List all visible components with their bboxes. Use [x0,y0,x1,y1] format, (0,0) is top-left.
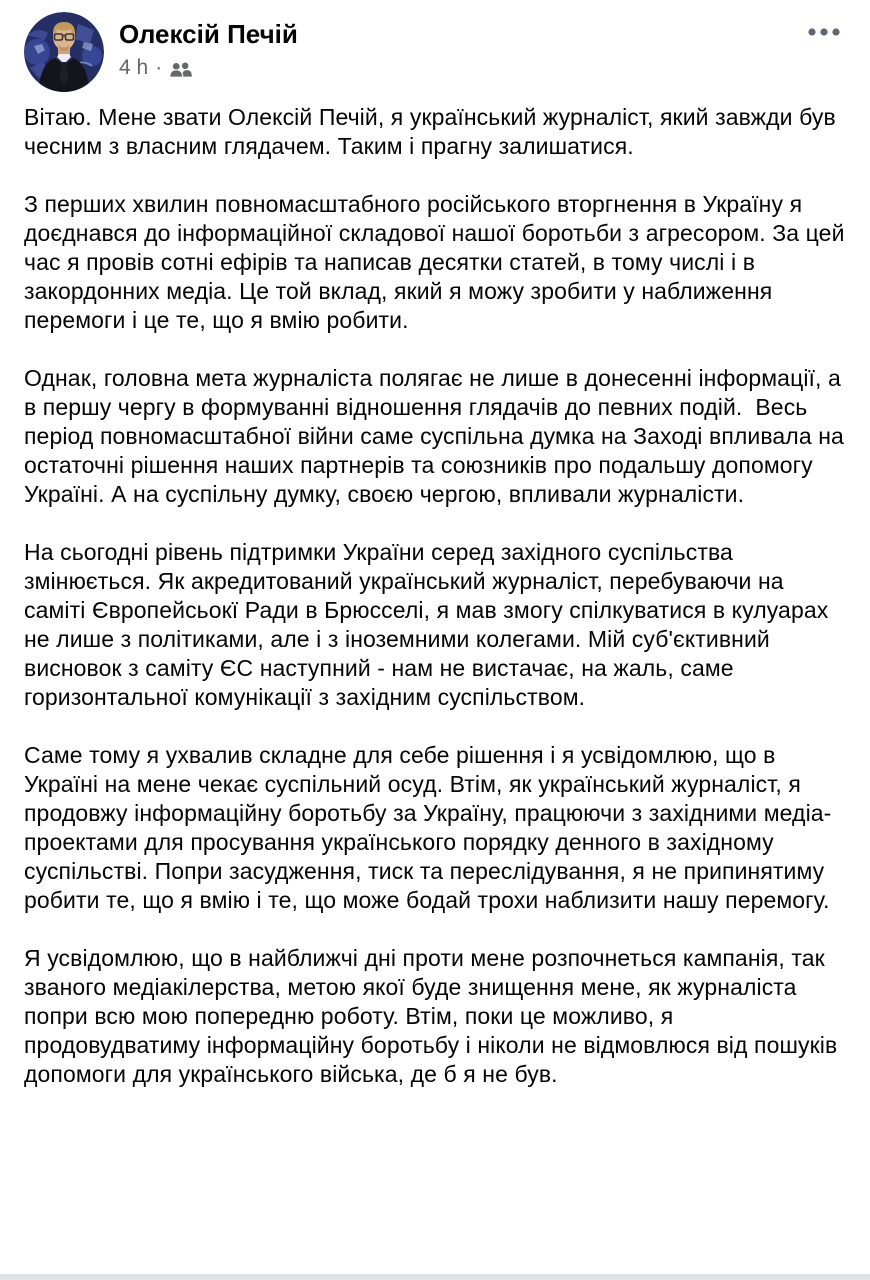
header-text [119,12,298,80]
post-content [0,92,870,1089]
post-paragraph: Саме тому я ухвалив складне для себе рішення і я усвідомлюю, що в Україні на мене чекає суспільний осуд. Втім, як український журналіст, я продовжу інформаційну боротьбу за Україну, працюючи з західними медіа-проектами для просування українського порядку денного в західному суспільстві. Попри засудження, тиск та переслідування, я не припинятиму робити те, що я вмію і те, що може бодай трохи наблизити нашу перемогу. [24,742,832,913]
post-paragraph: Вітаю. Мене звати Олексій Печій, я український журналіст, який завжди був чесним з власним глядачем. Таким і прагну залишатися. [24,104,843,159]
post-paragraph: З перших хвилин повномасштабного російського вторгнення в Україну я доєднався до інформаційної складової нашої боротьби з агресором. За цей час я провів сотні ефірів та написав десятки статей, в тому числі і в закордонних медіа. Це той вклад, який я можу зробити у наближення перемоги і це те, що я вмію робити. [24,191,852,333]
author-name[interactable]: Олексій Печій [119,19,298,49]
ellipsis-icon [807,27,841,37]
post-paragraph: На сьогодні рівень підтримки України серед західного суспільства змінюється. Як акредитований український журналіст, перебуваючи на саміті Європейсьокї Ради в Брюсселі, я мав змогу спілкуватися в кулуарах не лише з політиками, але і з іноземними колегами. Мій суб'єктивний висновок з саміту ЄС наступний - нам не вистачає, на жаль, саме горизонтальної комунікації з західним суспільством. [24,539,835,710]
post-header [0,0,870,92]
post-paragraph: Однак, головна мета журналіста полягає не лише в донесенні інформації, а в першу чергу в формуванні відношення глядачів до певних подій. Весь період повномасштабної війни саме суспільна думка на Заході впливала на остаточні рішення наших партнерів та союзників про подальшу допомогу Україні. А на суспільну думку, своєю чергою, впливали журналісти. [24,365,851,507]
post-paragraph: Я усвідомлюю, що в найближчі дні проти мене розпочнеться кампанія, так званого медіакілерства, метою якої буде знищення мене, як журналіста попри всю мою попередню роботу. Втім, поки це можливо, я продовудватиму інформаційну боротьбу і ніколи не відмовлюся від пошуків допомоги для українського війська, де б я не був. [24,945,844,1087]
post-options-button[interactable] [804,18,844,46]
bottom-divider [0,1274,870,1280]
meta-separator: · [155,56,163,79]
timestamp[interactable]: 4 h [119,56,149,79]
avatar-image [24,12,104,92]
friends-privacy-icon [169,61,192,78]
profile-avatar[interactable] [24,12,104,92]
post-meta [119,56,298,80]
